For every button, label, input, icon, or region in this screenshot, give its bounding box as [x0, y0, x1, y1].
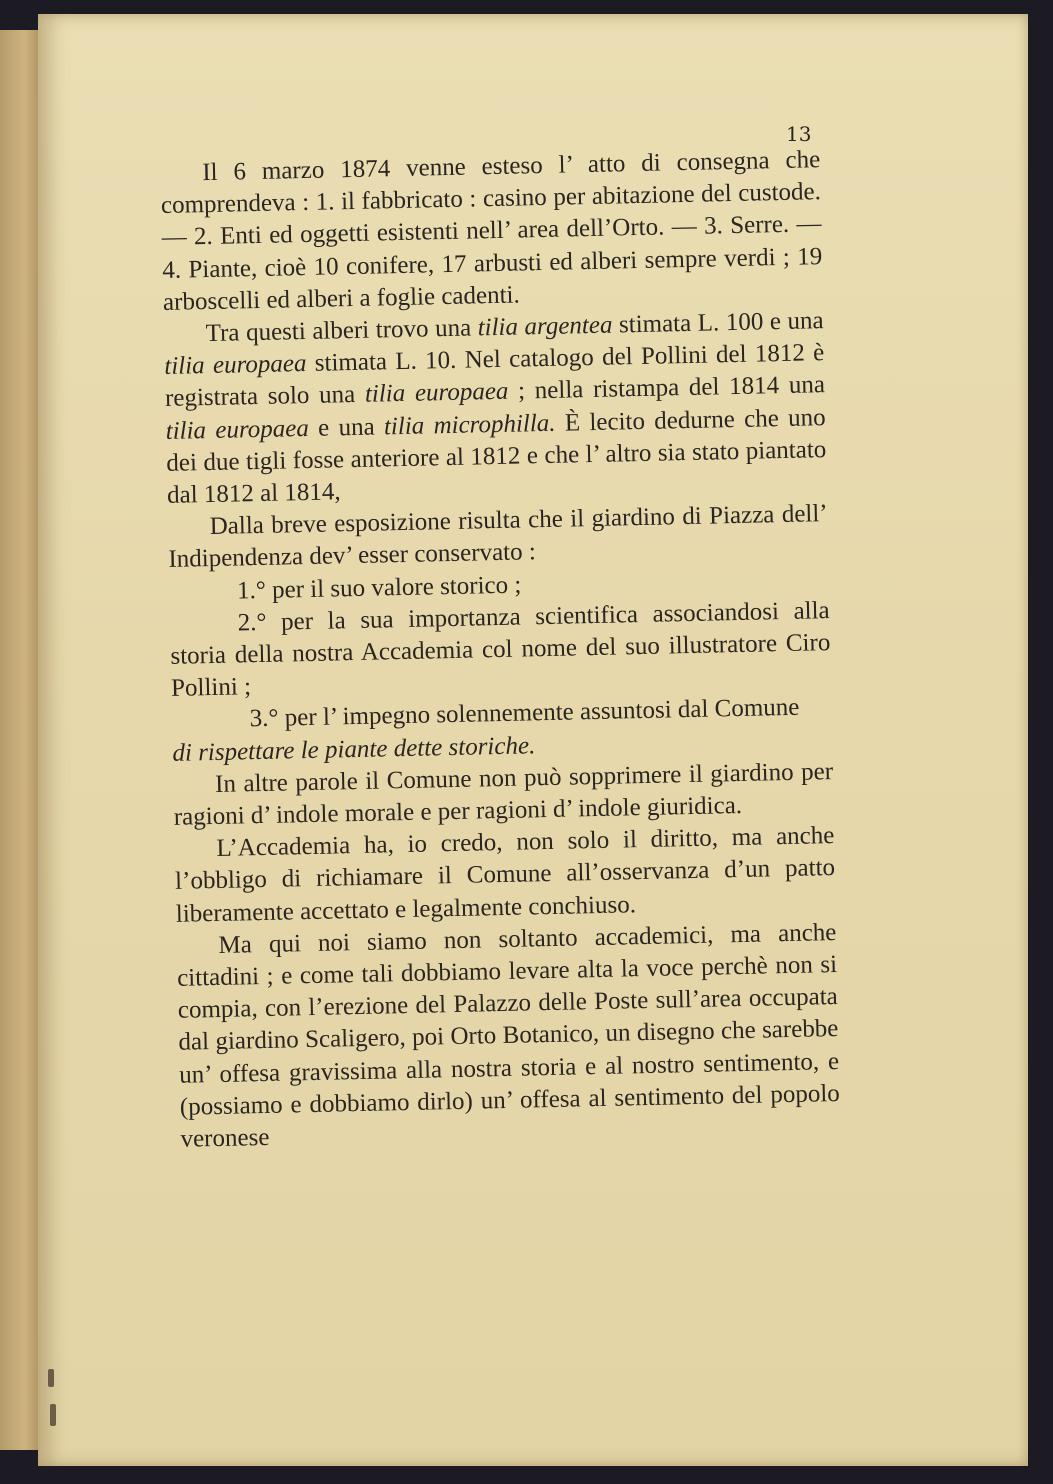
- italic-term: tilia europaea: [164, 350, 307, 381]
- text-run: stimata L. 100 e una: [612, 307, 824, 339]
- paragraph-altre-parole: In altre parole il Comune non può sopprimere il giardino per ragioni d’ indole morale e per ragioni d’ indole giuridica.: [173, 757, 834, 831]
- paragraph-tilia: [163, 305, 827, 512]
- page-number: 13: [786, 122, 812, 146]
- italic-term: tilia microphilla.: [383, 409, 556, 440]
- italic-term: tilia argentea: [477, 311, 613, 342]
- paragraph-consegna: Il 6 marzo 1874 venne esteso l’ atto di consegna che comprendeva : 1. il fabbricato : casino per abitazione del custode. — 2. Enti ed oggetti esistenti nell’ area dell’Orto. — 3. Serre. — 4. Piante, cioè 10 conifere, 17 arbusti ed alberi sempre verdi ; 19 arboscelli ed alberi a foglie cadenti.: [160, 146, 823, 316]
- binding-mark: [50, 1404, 56, 1426]
- body-text: [160, 144, 841, 1156]
- list-item-impegno: 3.° per l’ impegno solennemente assuntosi dal Comune: [249, 694, 800, 733]
- text-run: Tra questi alberi trovo una: [205, 314, 478, 348]
- text-run: È lecito dedurne che uno dei due tigli fosse anteriore al 1812 e che l’ altro sia stato piantato dal 1812 al 1814,: [166, 403, 827, 509]
- binding-mark: [48, 1369, 54, 1387]
- text-run: e una: [308, 412, 385, 442]
- paragraph-cittadini: Ma qui noi siamo non soltanto accademici, ma anche cittadini ; e come tali dobbiamo levare alta la voce perchè non si compia, con l’erezione del Palazzo delle Poste sull’area occupata dal giardino Scaligero, poi Orto Botanico, un disegno che sarebbe un’ offesa gravissima alla nostra storia e al nostro sentimento, e (possiamo e dobbiamo dirlo) un’ offesa al sentimento del popolo veronese: [176, 918, 841, 1153]
- paragraph-esposizione: Dalla breve esposizione risulta che il giardino di Piazza dell’ Indipendenza dev’ esser conservato :: [168, 500, 828, 574]
- italic-line-piante-storiche: di rispettare le piante dette storiche.: [172, 731, 536, 767]
- list-item-scientifica: 2.° per la sua importanza scientifica associandosi alla storia della nostra Accademia col nome del suo illustratore Ciro Pollini ;: [170, 596, 831, 703]
- list-item-storico: 1.° per il suo valore storico ;: [236, 571, 522, 605]
- italic-term: tilia europaea: [364, 378, 509, 409]
- text-run: stimata L. 10. Nel catalogo del Pollini del 1812 è registrata solo una: [164, 339, 825, 413]
- paragraph-accademia: L’Accademia ha, io credo, non solo il diritto, ma anche l’obbligo di richiamare il Comune all’osservanza d’un patto liberamente accettato e legalmente conchiuso.: [174, 822, 836, 928]
- italic-term: tilia europaea: [165, 414, 310, 445]
- text-run: ; nella ristampa del 1814 una: [508, 371, 826, 406]
